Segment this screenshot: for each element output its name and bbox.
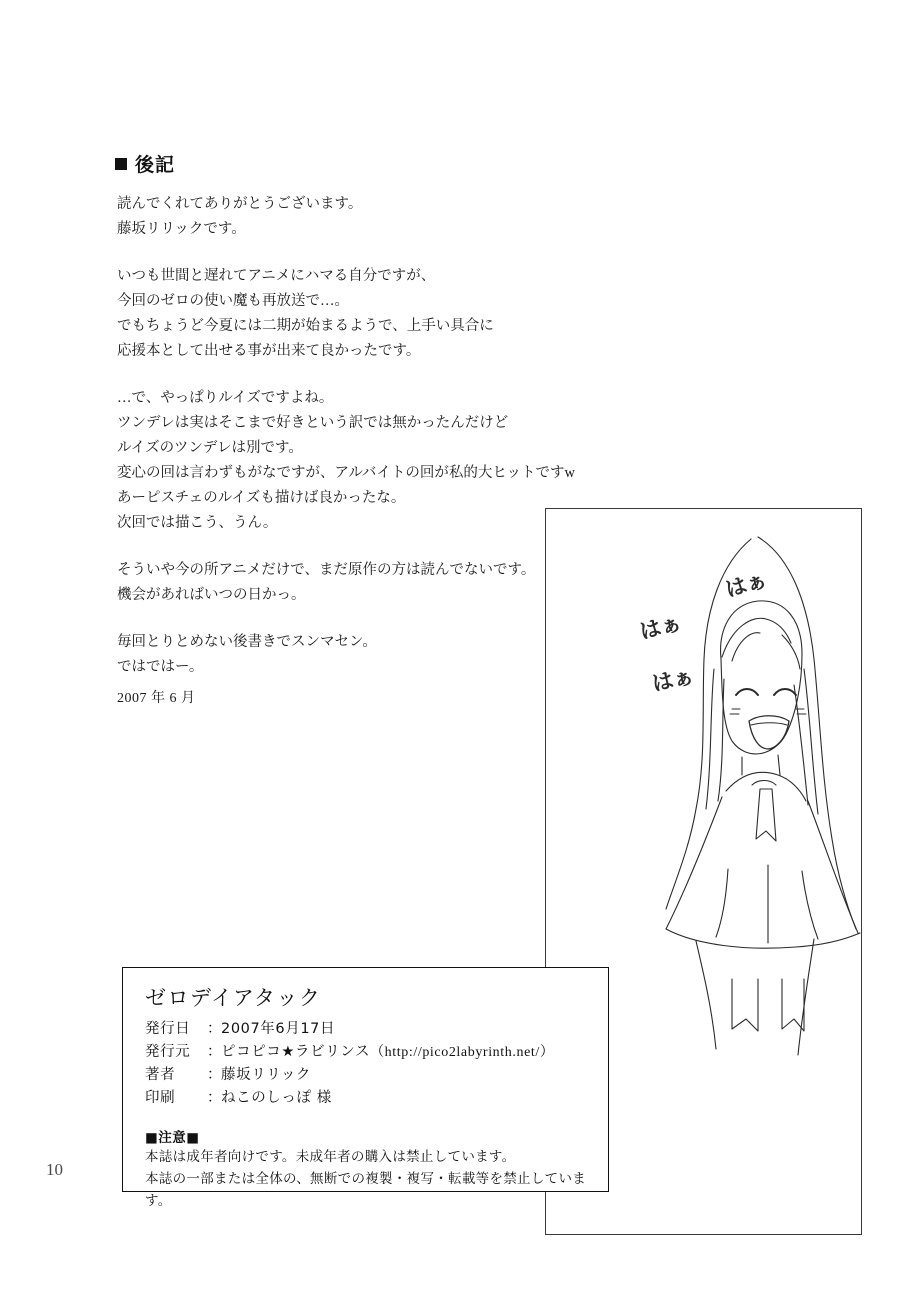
colophon-separator: ： — [207, 1021, 223, 1037]
colophon-url[interactable]: （http://pico2labyrinth.net/） — [370, 1045, 555, 1060]
colophon-separator: ： — [207, 1067, 223, 1083]
colophon-value: ねこのしっぽ 様 — [221, 1090, 332, 1106]
afterword-date: 2007 年 6 月 — [117, 691, 196, 706]
colophon-row — [145, 1041, 590, 1064]
text-line: 応援本として出せる事が出来て良かったです。 — [117, 343, 421, 359]
colophon-separator: ： — [207, 1090, 223, 1106]
text-line: そういや今の所アニメだけで、まだ原作の方は読んでないです。 — [117, 562, 536, 578]
text-line: ではではー。 — [117, 659, 204, 675]
text-line: 毎回とりとめない後書きでスンマセン。 — [117, 634, 377, 650]
paragraph — [117, 192, 637, 242]
text-line: ツンデレは実はそこまで好きという訳では無かったんだけど — [117, 415, 509, 431]
text-line: でもちょうど今夏には二期が始まるようで、上手い具合に — [117, 318, 494, 334]
afterword-heading-label: 後記 — [135, 155, 176, 176]
colophon-value: 藤坂リリック — [221, 1067, 312, 1083]
page-number: 10 — [46, 1160, 63, 1179]
text-line: 読んでくれてありがとうございます。 — [117, 196, 363, 212]
afterword-heading — [115, 150, 175, 177]
colophon-label: 発行元 — [145, 1044, 191, 1060]
sfx-text: はぁ — [650, 663, 697, 696]
text-line: ルイズのツンデレは別です。 — [117, 440, 303, 456]
colophon-title: ゼロデイアタック — [145, 986, 322, 1010]
colophon-label: 印刷 — [145, 1090, 176, 1106]
text-line: 今回のゼロの使い魔も再放送で…。 — [117, 293, 349, 309]
colophon-value-text: ピコピコ★ラビリンス — [221, 1044, 371, 1060]
colophon-label: 発行日 — [145, 1021, 191, 1037]
sfx-text: はぁ — [637, 610, 684, 644]
notice-line: 本誌は成年者向けです。未成年者の購入は禁止しています。 — [145, 1149, 516, 1165]
notice-heading: ■注意■ — [145, 1130, 200, 1146]
notice-line: 本誌の一部または全体の、無断での複製・複写・転載等を禁止しています。 — [145, 1171, 587, 1209]
colophon-box — [122, 967, 609, 1209]
text-line: 変心の回は言わずもがなですが、アルバイトの回が私的大ヒットですw — [117, 465, 575, 481]
colophon-label: 著者 — [145, 1067, 176, 1083]
colophon-row — [145, 1064, 590, 1087]
colophon-separator: ： — [207, 1044, 223, 1060]
colophon-value: 2007年6月17日 — [221, 1021, 336, 1037]
text-line: あーピスチェのルイズも描けば良かったな。 — [117, 490, 406, 506]
square-bullet-icon — [115, 158, 127, 170]
text-line: …で、やっぱりルイズですよね。 — [117, 390, 334, 406]
colophon-row — [145, 1018, 590, 1041]
text-line: 藤坂リリックです。 — [117, 221, 246, 237]
text-line: 次回では描こう、うん。 — [117, 515, 278, 531]
colophon-row — [145, 1087, 590, 1110]
sfx-text: はぁ — [722, 567, 770, 602]
paragraph — [117, 264, 637, 364]
text-line: いつも世間と遅れてアニメにハマる自分ですが、 — [117, 268, 436, 284]
text-line: 機会があればいつの日かっ。 — [117, 587, 306, 603]
colophon-value — [221, 1041, 554, 1064]
